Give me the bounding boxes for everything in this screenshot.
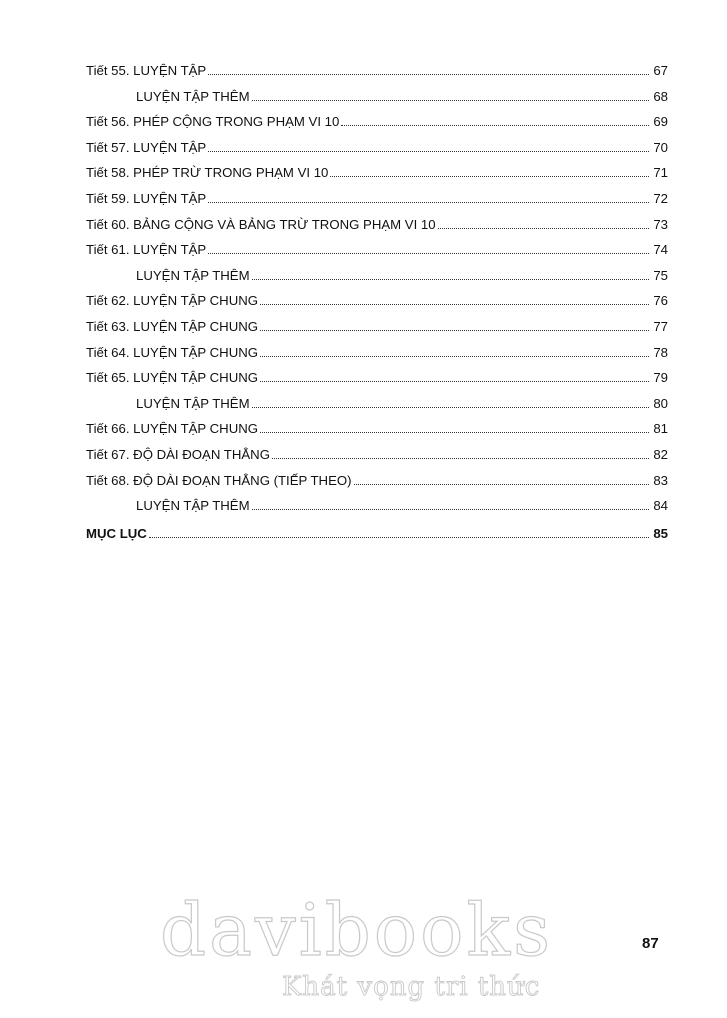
toc-entry	[86, 468, 668, 494]
toc-entry-title: PHÉP TRỪ TRONG PHẠM VI 10	[133, 165, 329, 181]
dot-leader	[252, 279, 649, 280]
toc-entry	[86, 186, 668, 212]
toc-entry-page: 81	[653, 421, 668, 437]
toc-entry-number: Tiết 66.	[86, 421, 130, 437]
toc-entry-title: LUYỆN TẬP CHUNG	[133, 293, 258, 309]
toc-entry	[86, 391, 668, 417]
toc-entry-number: Tiết 55.	[86, 63, 130, 78]
toc-entry-title: LUYỆN TẬP	[133, 190, 207, 206]
dot-leader	[252, 407, 649, 408]
toc-entry-page: 68	[653, 88, 668, 104]
toc-entry-title: LUYỆN TẬP CHUNG	[133, 421, 258, 437]
toc-entry-number: Tiết 57.	[86, 139, 130, 155]
toc-entry-number: Tiết 59.	[86, 190, 130, 206]
dot-leader	[260, 356, 649, 357]
toc-entry-label	[86, 288, 258, 314]
toc-entry	[86, 263, 668, 289]
toc-entry-label	[86, 186, 206, 212]
toc-entry-page: 74	[653, 242, 668, 258]
toc-entry-label	[86, 212, 436, 238]
dot-leader	[252, 509, 649, 510]
dot-leader	[260, 381, 649, 382]
dot-leader	[438, 228, 649, 229]
toc-entry-title: LUYỆN TẬP	[133, 242, 207, 258]
watermark-slogan: Khát vọng tri thức	[282, 972, 541, 1002]
toc-entry-label	[86, 442, 270, 468]
toc-entry-page: 73	[653, 216, 668, 232]
toc-entry-title: LUYỆN TẬP	[133, 63, 207, 78]
toc-entry	[86, 365, 668, 391]
toc-entry-label	[86, 109, 339, 135]
toc-entry-page: 71	[653, 165, 668, 181]
toc-entry-title: LUYỆN TẬP CHUNG	[133, 370, 258, 386]
dot-leader	[208, 253, 649, 254]
toc-entry-title: ĐỘ DÀI ĐOẠN THẲNG	[133, 446, 270, 462]
dot-leader	[354, 484, 649, 485]
toc-entry-page: 67	[653, 63, 668, 78]
toc-entry	[86, 314, 668, 340]
toc-entry-page: 84	[653, 498, 668, 514]
toc-entry-number: Tiết 58.	[86, 165, 130, 181]
toc-entry-label	[86, 237, 206, 263]
toc-entry-page: 76	[653, 293, 668, 309]
toc-entry-number: Tiết 65.	[86, 370, 130, 386]
toc-entry	[86, 416, 668, 442]
toc-entry	[86, 160, 668, 186]
toc-entry-title: LUYỆN TẬP	[133, 139, 207, 155]
toc-entry-label	[86, 314, 258, 340]
toc-entry-label	[136, 84, 250, 110]
dot-leader	[208, 74, 649, 75]
toc-entry-label	[86, 160, 328, 186]
table-of-contents	[86, 58, 668, 546]
toc-entry-number: Tiết 61.	[86, 242, 130, 258]
toc-entry-number: Tiết 56.	[86, 114, 130, 130]
toc-entry-title: PHÉP CỘNG TRONG PHẠM VI 10	[133, 114, 340, 130]
toc-entry	[86, 237, 668, 263]
toc-entry-page: 75	[653, 267, 668, 283]
toc-entry	[86, 135, 668, 161]
toc-entry-title: LUYỆN TẬP THÊM	[136, 267, 250, 283]
toc-entry-page: 69	[653, 114, 668, 130]
toc-entry-title: LUYỆN TẬP THÊM	[136, 498, 250, 514]
toc-entry-page: 79	[653, 370, 668, 386]
toc-entry	[86, 84, 668, 110]
dot-leader	[260, 330, 649, 331]
watermark-brand: davibooks	[160, 888, 554, 972]
toc-entry-label	[86, 468, 352, 494]
toc-entry-label	[86, 135, 206, 161]
dot-leader	[208, 202, 649, 203]
dot-leader	[341, 125, 649, 126]
toc-entry-title: ĐỘ DÀI ĐOẠN THẲNG (TIẾP THEO)	[133, 472, 352, 488]
toc-entry-title: LUYỆN TẬP THÊM	[136, 88, 250, 104]
toc-entry-label	[136, 493, 250, 519]
toc-entry-label	[136, 391, 250, 417]
toc-entry-label	[136, 263, 250, 289]
toc-entry-number: Tiết 64.	[86, 344, 130, 360]
toc-entry-title: BẢNG CỘNG VÀ BẢNG TRỪ TRONG PHẠM VI 10	[133, 216, 436, 232]
toc-entry	[86, 58, 668, 84]
toc-entry-number: Tiết 67.	[86, 446, 130, 462]
toc-entry-label	[86, 521, 147, 547]
toc-entry-page: 72	[653, 190, 668, 206]
toc-entry-label	[86, 365, 258, 391]
toc-entry-page: 83	[653, 472, 668, 488]
page-number: 87	[642, 935, 659, 952]
dot-leader	[208, 151, 649, 152]
toc-entry	[86, 288, 668, 314]
toc-entry	[86, 442, 668, 468]
toc-entry-number: Tiết 68.	[86, 472, 130, 488]
toc-entry-title: LUYỆN TẬP CHUNG	[133, 344, 258, 360]
dot-leader	[149, 537, 649, 538]
toc-entry	[86, 493, 668, 519]
toc-entry	[86, 212, 668, 238]
toc-entry-number: Tiết 62.	[86, 293, 130, 309]
toc-entry-number: Tiết 60.	[86, 216, 130, 232]
dot-leader	[330, 176, 649, 177]
toc-entry-page: 85	[653, 525, 668, 541]
toc-entry-page: 77	[653, 318, 668, 334]
toc-entry-title: LUYỆN TẬP CHUNG	[133, 318, 258, 334]
toc-entry-number: Tiết 63.	[86, 318, 130, 334]
toc-entry	[86, 340, 668, 366]
toc-entry-label	[86, 340, 258, 366]
toc-entry	[86, 109, 668, 135]
toc-entry	[86, 521, 668, 547]
toc-entry-page: 82	[653, 446, 668, 462]
toc-entry-title: MỤC LỤC	[86, 525, 147, 541]
toc-entry-page: 78	[653, 344, 668, 360]
dot-leader	[260, 304, 649, 305]
toc-entry-page: 70	[653, 139, 668, 155]
dot-leader	[260, 432, 649, 433]
toc-entry-label	[86, 416, 258, 442]
toc-entry-page: 80	[653, 395, 668, 411]
toc-entry-label	[86, 58, 206, 84]
dot-leader	[252, 100, 649, 101]
dot-leader	[272, 458, 649, 459]
toc-entry-title: LUYỆN TẬP THÊM	[136, 395, 250, 411]
